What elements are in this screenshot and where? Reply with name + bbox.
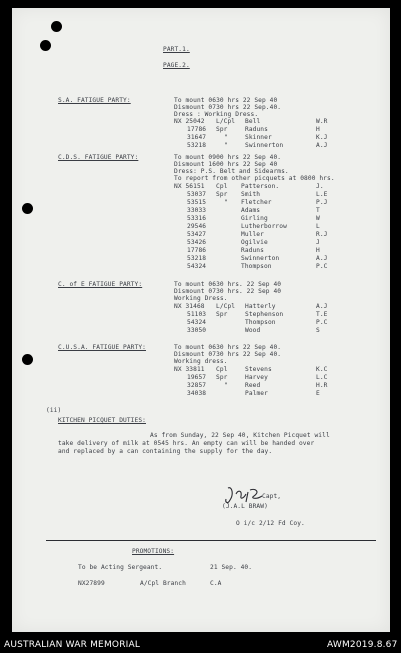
kitchen-body-line: As from Sunday, 22 Sep 40, Kitchen Picquet will [150, 432, 330, 439]
member-number: 53218 [187, 255, 207, 262]
member-name: Thompson [241, 263, 272, 270]
member-number: 34038 [187, 390, 207, 397]
member-initials: A.J [316, 303, 328, 310]
sa-party-line: To mount 0630 hrs 22 Sep 40 [174, 97, 278, 104]
part-heading: PART.1. [163, 46, 190, 53]
cusa-party-line: Working dress. [174, 358, 228, 365]
member-rank: Spr [216, 126, 228, 133]
member-name: Adams [241, 207, 261, 214]
page-heading: PAGE.2. [163, 62, 190, 69]
member-rank: " [224, 199, 228, 206]
member-initials: E [316, 390, 320, 397]
member-number: 31647 [187, 134, 207, 141]
member-name: Skinner [245, 134, 272, 141]
section-number: (ii) [46, 407, 62, 414]
signatory-unit: O i/c 2/12 Fd Coy. [236, 520, 305, 527]
cusa-party-line: To mount 0630 hrs 22 Sep 40. [174, 344, 282, 351]
member-number: 29546 [187, 223, 207, 230]
promotion-date: 21 Sep. 40. [210, 564, 253, 571]
cds-party-line: To report from other picquets at 0800 hrs. [174, 175, 335, 182]
member-initials: W [316, 215, 320, 222]
member-name: Raduns [241, 247, 264, 254]
member-number: 53037 [187, 191, 207, 198]
member-name: Muller [241, 231, 264, 238]
member-name: Swinnerton [241, 255, 280, 262]
punch-hole [51, 21, 62, 32]
cusa-party-title: C.U.S.A. FATIGUE PARTY: [58, 344, 146, 351]
member-name: Swinnerton [245, 142, 284, 149]
member-number: 53218 [187, 142, 207, 149]
signatory-rank: Capt, [262, 493, 282, 500]
promotion-number: NX27899 [78, 580, 105, 587]
member-name: Hatterly [245, 303, 276, 310]
member-initials: J [316, 239, 320, 246]
promotion-label: To be Acting Sergeant. [78, 564, 163, 571]
member-initials: L.E [316, 191, 328, 198]
member-initials: R.J [316, 231, 328, 238]
punch-hole [40, 40, 51, 51]
member-rank: " [224, 382, 228, 389]
member-number: NX 33811 [174, 366, 205, 373]
kitchen-title: KITCHEN PICQUET DUTIES: [58, 417, 146, 424]
member-name: Stephenson [245, 311, 284, 318]
member-rank: L/Cpl [216, 303, 236, 310]
punch-hole [22, 203, 33, 214]
ce-party-line: Dismount 0730 hrs. 22 Sep 40 [174, 288, 282, 295]
member-initials: W.R [316, 118, 328, 125]
member-rank: Spr [216, 311, 228, 318]
sa-party-line: Dress : Working Dress. [174, 111, 259, 118]
member-name: Raduns [245, 126, 268, 133]
member-number: 51103 [187, 311, 207, 318]
sa-party-line: Dismount 0730 hrs 22 Sep.40. [174, 104, 282, 111]
member-number: 53316 [187, 215, 207, 222]
member-number: 53427 [187, 231, 207, 238]
member-name: Thompson [245, 319, 276, 326]
kitchen-body-line: take delivery of milk at 0545 hrs. An empty can will be handed over [58, 440, 315, 447]
member-rank: Cpl [216, 183, 228, 190]
member-initials: P.C [316, 263, 328, 270]
member-initials: P.J [316, 199, 328, 206]
member-rank: Spr [216, 191, 228, 198]
member-initials: H [316, 247, 320, 254]
member-number: NX 31468 [174, 303, 205, 310]
cds-party-line: Dress: P.S. Belt and Sidearms. [174, 168, 289, 175]
member-name: Lutherborrow [241, 223, 287, 230]
ce-party-line: To mount 0630 hrs. 22 Sep 40 [174, 281, 282, 288]
punch-hole [22, 354, 33, 365]
member-initials: H [316, 126, 320, 133]
member-name: Smith [241, 191, 261, 198]
member-initials: L [316, 223, 320, 230]
member-name: Reed [245, 382, 261, 389]
sa-party-title: S.A. FATIGUE PARTY: [58, 97, 131, 104]
member-name: Ogilvie [241, 239, 268, 246]
member-number: 33033 [187, 207, 207, 214]
signatory-name: (J.A.L BRAW) [222, 503, 268, 510]
cds-party-line: Dismount 1600 hrs 22 Sep 40 [174, 161, 278, 168]
footer-accession: AWM2019.8.67 [327, 640, 398, 650]
member-name: Fletcher [241, 199, 272, 206]
member-initials: A.J [316, 142, 328, 149]
member-number: 53426 [187, 239, 207, 246]
cds-party-line: To mount 0900 hrs 22 Sep 40. [174, 154, 282, 161]
member-name: Wood [245, 327, 261, 334]
member-rank: " [224, 134, 228, 141]
footer-source: AUSTRALIAN WAR MEMORIAL [4, 640, 141, 650]
member-rank: L/Cpl [216, 118, 236, 125]
member-number: 19657 [187, 374, 207, 381]
member-initials: T [316, 207, 320, 214]
member-rank: Cpl [216, 366, 228, 373]
member-number: 54324 [187, 319, 207, 326]
member-name: Stevens [245, 366, 272, 373]
member-name: Patterson. [241, 183, 280, 190]
member-rank: Spr [216, 374, 228, 381]
member-number: NX 56151 [174, 183, 205, 190]
member-number: 53515 [187, 199, 207, 206]
ce-party-line: Working Dress. [174, 295, 228, 302]
kitchen-body-line: and replaced by a can containing the supply for the day. [58, 448, 273, 455]
promotion-initials: C.A [210, 580, 222, 587]
member-name: Palmer [245, 390, 268, 397]
member-number: 17786 [187, 247, 207, 254]
cds-party-title: C.D.S. FATIGUE PARTY: [58, 154, 139, 161]
member-name: Girling [241, 215, 268, 222]
member-number: 17786 [187, 126, 207, 133]
member-initials: H.R [316, 382, 328, 389]
ce-party-title: C. of E FATIGUE PARTY: [58, 281, 143, 288]
member-initials: K.C [316, 366, 328, 373]
member-name: Harvey [245, 374, 268, 381]
member-initials: P.C [316, 319, 328, 326]
member-initials: L.C [316, 374, 328, 381]
member-name: Bell [245, 118, 261, 125]
promotion-rank-name: A/Cpl Branch [140, 580, 186, 587]
member-number: 54324 [187, 263, 207, 270]
member-initials: S [316, 327, 320, 334]
member-initials: A.J [316, 255, 328, 262]
member-initials: K.J [316, 134, 328, 141]
member-initials: J. [316, 183, 324, 190]
promotions-title: PROMOTIONS: [132, 548, 175, 555]
cusa-party-line: Dismount 0730 hrs 22 Sep 40. [174, 351, 282, 358]
member-number: NX 25042 [174, 118, 205, 125]
member-number: 33050 [187, 327, 207, 334]
member-initials: T.E [316, 311, 328, 318]
member-rank: " [224, 142, 228, 149]
divider-line [46, 540, 376, 541]
member-number: 32857 [187, 382, 207, 389]
